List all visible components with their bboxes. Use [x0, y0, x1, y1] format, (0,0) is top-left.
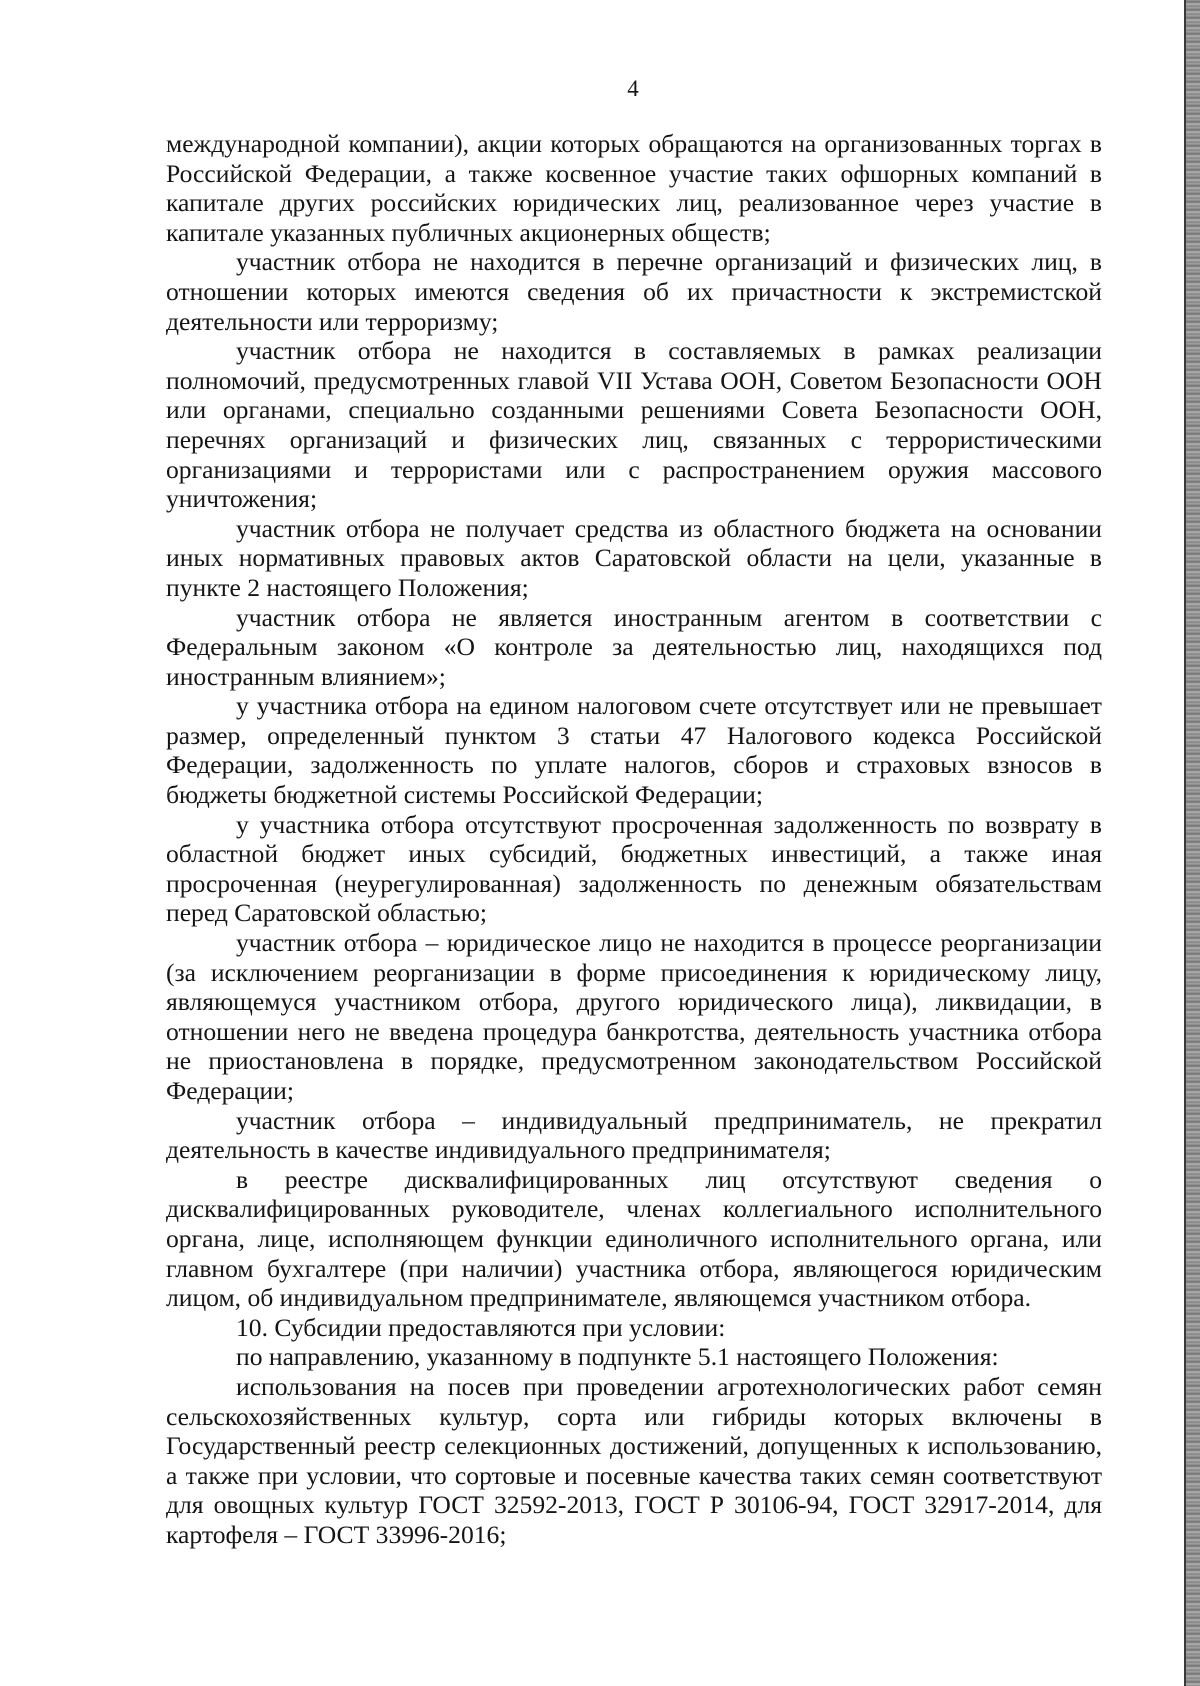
scan-edge-shadow [1186, 0, 1200, 1686]
paragraph-tax-debt: у участника отбора на едином налоговом счете отсутствует или не превышает размер, определенный пунктом 3 статьи 47 Налогового кодекса Российской Федерации, задолженность по уплате налогов, сборов и страховых взносов в бюджеты бюджетной системы Российской Федерации; [166, 691, 1102, 810]
paragraph-extremism-list: участник отбора не находится в перечне организаций и физических лиц, в отношении которых имеются сведения об их причастности к экстремистской деятельности или терроризму; [166, 247, 1102, 336]
document-body [166, 129, 1102, 1550]
paragraph-disqualified-registry: в реестре дисквалифицированных лиц отсутствуют сведения о дисквалифицированных руководителе, членах коллегиального исполнительного органа, лице, исполняющем функции единоличного исполнительного органа, или главном бухгалтере (при наличии) участника отбора, являющегося юридическим лицом, об индивидуальном предпринимателе, являющемся участником отбора. [166, 1164, 1102, 1313]
paragraph-foreign-agent: участник отбора не является иностранным агентом в соответствии с Федеральным законом «О контроле за деятельностью лиц, находящихся под иностранным влиянием»; [166, 602, 1102, 691]
paragraph-continuation: международной компании), акции которых обращаются на организованных торгах в Российской Федерации, а также косвенное участие таких офшорных компаний в капитале других российских юридических лиц, реализованное через участие в капитале указанных публичных акционерных обществ; [166, 129, 1102, 247]
paragraph-seed-requirements: использования на посев при проведении агротехнологических работ семян сельскохозяйственных культур, сорта или гибриды которых включены в Государственный реестр селекционных достижений, допущенных к использованию, а также при условии, что сортовые и посевные качества таких семян соответствуют для овощных культур ГОСТ 32592-2013, ГОСТ Р 30106-94, ГОСТ 32917-2014, для картофеля – ГОСТ 33996-2016; [166, 1371, 1102, 1549]
paragraph-legal-entity-status: участник отбора – юридическое лицо не находится в процессе реорганизации (за исключением реорганизации в форме присоединения к юридическому лицу, являющемуся участником отбора, другого юридического лица), ликвидации, в отношении него не введена процедура банкротства, деятельность участника отбора не приостановлена в порядке, предусмотренном законодательством Российской Федерации; [166, 928, 1102, 1105]
paragraph-direction-5-1: по направлению, указанному в подпункте 5.1 настоящего Положения: [236, 1342, 999, 1372]
paragraph-entrepreneur-status: участник отбора – индивидуальный предприниматель, не прекратил деятельность в качестве индивидуального предпринимателя; [166, 1105, 1102, 1165]
paragraph-no-other-funding: участник отбора не получает средства из областного бюджета на основании иных нормативных правовых актов Саратовской области на цели, указанные в пункте 2 настоящего Положения; [166, 513, 1102, 602]
page-number: 4 [627, 76, 639, 101]
paragraph-item-10-heading: 10. Субсидии предоставляются при условии: [236, 1312, 726, 1342]
paragraph-un-sanctions-list: участник отбора не находится в составляемых в рамках реализации полномочий, предусмотренных главой VII Устава ООН, Советом Безопасности ООН или органами, специально созданными решениями Совета Безопасности ООН, перечнях организаций и физических лиц, связанных с террористическими организациями и террористами или с распространением оружия массового уничтожения; [166, 336, 1102, 514]
paragraph-overdue-debt: у участника отбора отсутствуют просроченная задолженность по возврату в областной бюджет иных субсидий, бюджетных инвестиций, а также иная просроченная (неурегулированная) задолженность по денежным обязательствам перед Саратовской областью; [166, 809, 1102, 928]
